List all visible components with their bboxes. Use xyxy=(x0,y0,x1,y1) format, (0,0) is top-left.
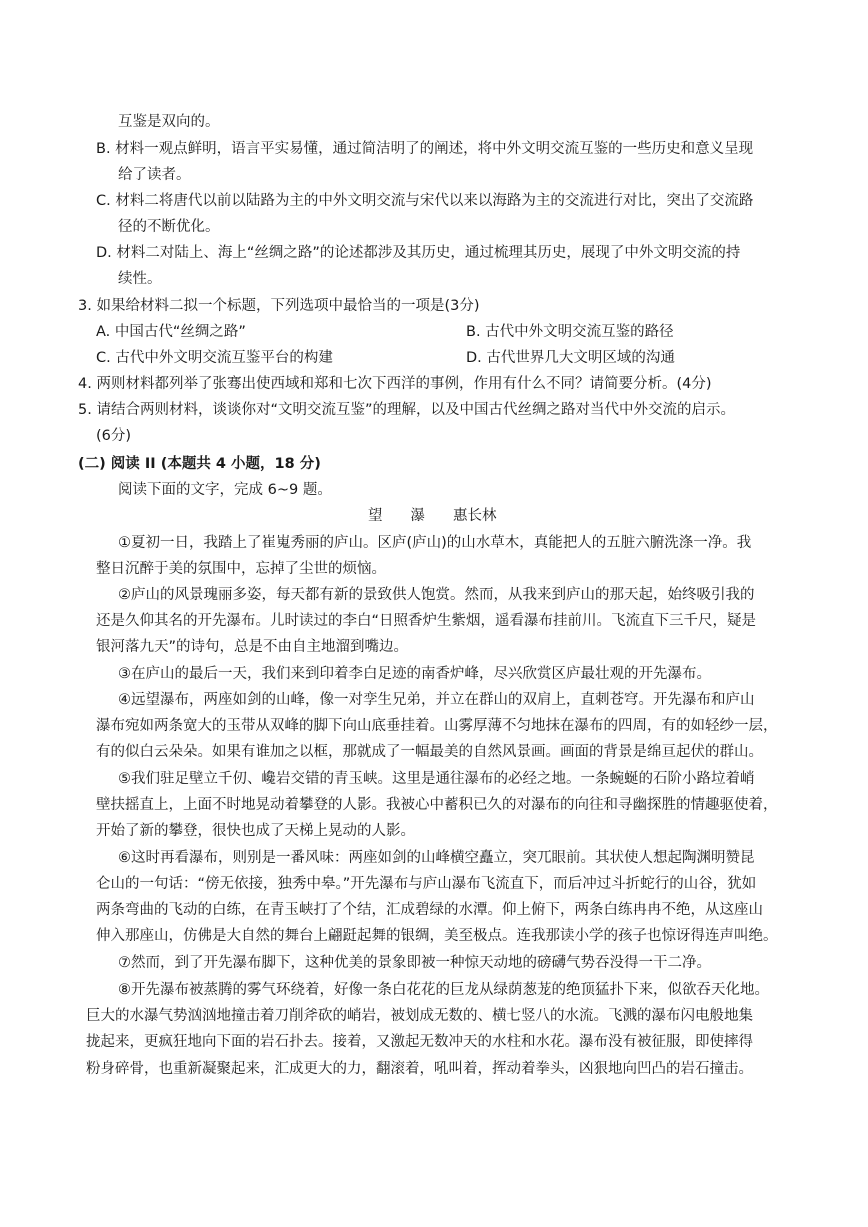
para4-line-3: 有的似白云朵朵。如果有谁加之以框，那就成了一幅最美的自然风景画。画面的背景是绵亘起伏的群山。 xyxy=(96,744,763,760)
q5-stem-line-2: (6分) xyxy=(96,428,132,444)
option-c-line-2: 径的不断优化。 xyxy=(118,219,220,235)
para4-line-1: ④远望瀑布，两座如剑的山峰，像一对孪生兄弟，并立在群山的双肩上，直刺苍穹。开先瀑布和庐山 xyxy=(118,692,755,708)
q3-option-a: A. 中国古代“丝绸之路” xyxy=(96,324,246,340)
continuation-line: 互鉴是双向的。 xyxy=(118,114,220,130)
para4-line-2: 瀑布宛如两条宽大的玉带从双峰的脚下向山底垂挂着。山雾厚薄不匀地抹在瀑布的四周，有的如轻纱一层， xyxy=(96,718,778,734)
para5-line-3: 开始了新的攀登，很快也成了天梯上晃动的人影。 xyxy=(96,823,415,839)
option-d-line-2: 续性。 xyxy=(118,271,162,287)
instruction: 阅读下面的文字，完成 6~9 题。 xyxy=(118,482,332,498)
para3-line-1: ③在庐山的最后一天，我们来到印着李白足迹的南香炉峰，尽兴欣赏区庐最壮观的开先瀑布。 xyxy=(118,666,711,682)
section-heading: (二) 阅读 II (本题共 4 小题，18 分) xyxy=(78,456,321,472)
q3-option-c: C. 古代中外文明交流互鉴平台的构建 xyxy=(96,350,333,366)
para5-line-2: 壁扶摇直上，上面不时地晃动着攀登的人影。我被心中蓄积已久的对瀑布的向往和寻幽探胜的情趣驱使着， xyxy=(96,797,778,813)
option-b-line-2: 给了读者。 xyxy=(118,167,191,183)
q3-option-d: D. 古代世界几大文明区域的沟通 xyxy=(466,350,675,366)
article-title xyxy=(368,506,497,526)
para2-line-3: 银河落九天”的诗句，总是不由自主地溜到嘴边。 xyxy=(96,639,409,655)
q4-stem: 4. 两则材料都列举了张骞出使西域和郑和七次下西洋的事例，作用有什么不同？请简要分析。(4分) xyxy=(78,376,712,392)
para7-line-1: ⑦然而，到了开先瀑布脚下，这种优美的景象即被一种惊天动地的磅礴气势吞没得一干二净。 xyxy=(118,955,711,971)
para8-line-2: 巨大的水瀑气势汹汹地撞击着刀削斧砍的峭岩，被划成无数的、横七竖八的水流。飞溅的瀑布闪电般地集 xyxy=(86,1008,753,1024)
para6-line-2: 仑山的一句话：“傍无依接，独秀中皋。”开先瀑布与庐山瀑布飞流直下，而后冲过斗折蛇行的山谷，犹如 xyxy=(96,876,757,892)
para1-line-2: 整日沉醉于美的氛围中，忘掉了尘世的烦恼。 xyxy=(96,561,386,577)
para2-line-1: ②庐山的风景瑰丽多姿，每天都有新的景致供人饱赏。然而，从我来到庐山的那天起，始终吸引我的 xyxy=(118,587,755,603)
option-c-line-1: C. 材料二将唐代以前以陆路为主的中外文明交流与宋代以来以海路为主的交流进行对比，突出了交流路 xyxy=(96,193,754,209)
para8-line-3: 拢起来，更疯狂地向下面的岩石扑去。接着，又激起无数冲天的水柱和水花。瀑布没有被征服，即使摔得 xyxy=(86,1034,753,1050)
q3-option-b: B. 古代中外文明交流互鉴的路径 xyxy=(466,324,674,340)
para8-line-1: ⑧开先瀑布被蒸腾的雾气环绕着，好像一条白花花的巨龙从绿荫葱茏的绝顶猛扑下来，似欲吞天化地。 xyxy=(118,982,769,998)
title-char-1: 望 xyxy=(368,508,383,524)
para5-line-1: ⑤我们驻足壁立千仞、巉岩交错的青玉峡。这里是通往瀑布的必经之地。一条蜿蜒的石阶小路垃着峭 xyxy=(118,771,755,787)
q3-stem: 3. 如果给材料二拟一个标题，下列选项中最恰当的一项是(3分) xyxy=(78,298,480,314)
q5-stem-line-1: 5. 请结合两则材料，谈谈你对“文明交流互鉴”的理解，以及中国古代丝绸之路对当代中外交流的启示。 xyxy=(78,402,735,418)
article-author: 惠长林 xyxy=(453,508,497,524)
para2-line-2: 还是久仰其名的开先瀑布。儿时读过的李白“日照香炉生紫烟，遥看瀑布挂前川。飞流直下三千尺，疑是 xyxy=(96,613,757,629)
para6-line-4: 伸入那座山，仿佛是大自然的舞台上翩跹起舞的银绸，美至极点。连我那读小学的孩子也惊讶得连声叫绝。 xyxy=(96,928,778,944)
option-d-line-1: D. 材料二对陆上、海上“丝绸之路”的论述都涉及其历史，通过梳理其历史，展现了中外文明交流的持 xyxy=(96,245,741,261)
title-char-2: 瀑 xyxy=(410,508,425,524)
para6-line-1: ⑥这时再看瀑布，则别是一番风味：两座如剑的山峰横空矗立，突兀眼前。其状使人想起陶渊明赞昆 xyxy=(118,850,755,866)
para1-line-1: ①夏初一日，我踏上了崔嵬秀丽的庐山。区庐(庐山)的山水草木，真能把人的五脏六腑洗涤一净。我 xyxy=(118,535,752,551)
option-b-line-1: B. 材料一观点鲜明，语言平实易懂，通过简洁明了的阐述，将中外文明交流互鉴的一些历史和意义呈现 xyxy=(96,141,754,157)
para8-line-4: 粉身碎骨，也重新凝聚起来，汇成更大的力，翻滚着，吼叫着，挥动着拳头，凶狠地向凹凸的岩石撞击。 xyxy=(86,1061,753,1077)
para6-line-3: 两条弯曲的飞动的白练，在青玉峡打了个结，汇成碧绿的水潭。仰上俯下，两条白练冉冉不绝，从这座山 xyxy=(96,902,763,918)
